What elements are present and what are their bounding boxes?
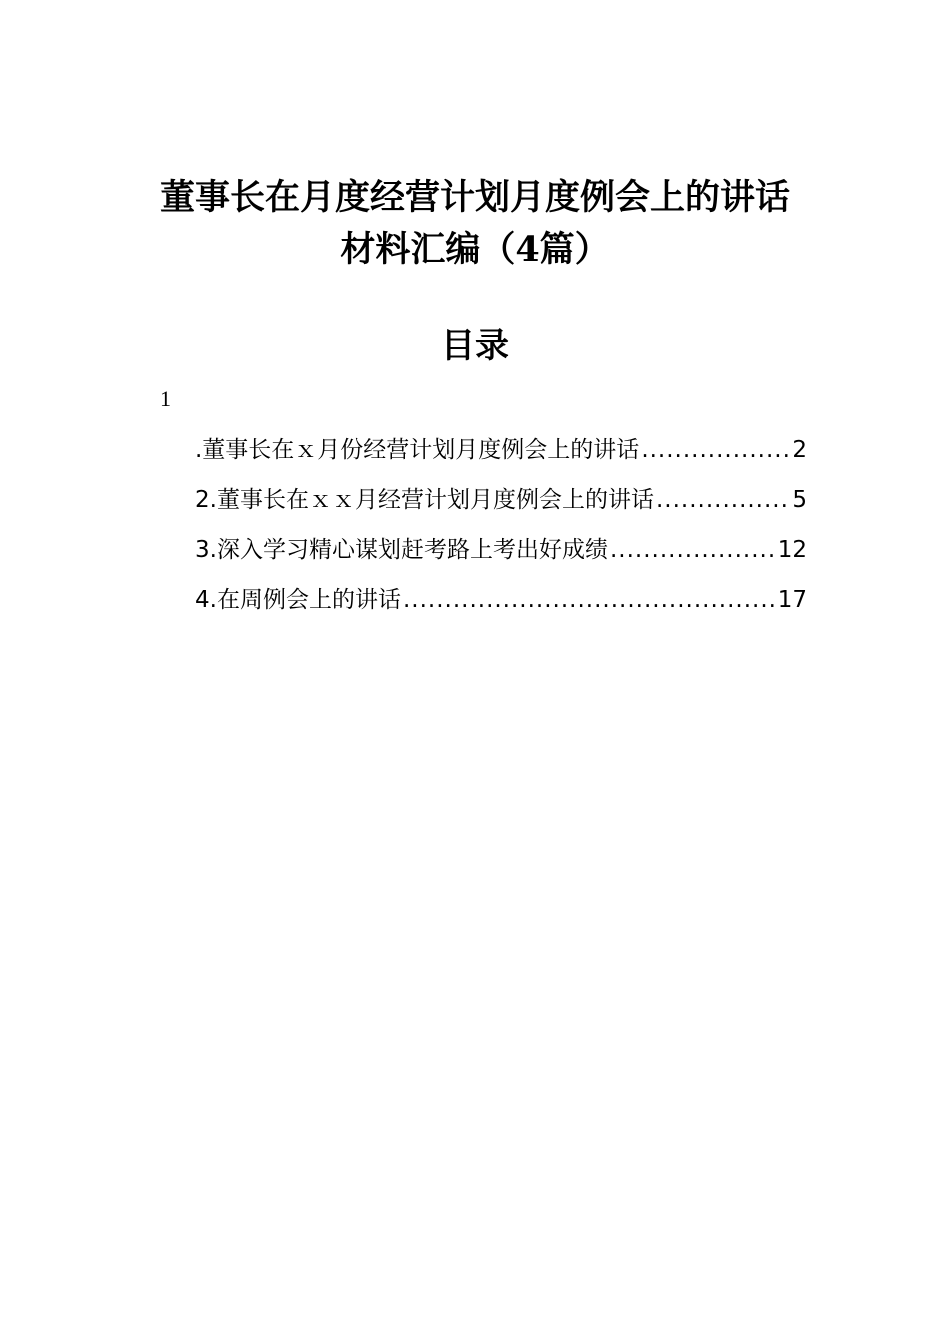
toc-entry-3[interactable] [195, 530, 807, 580]
toc-entry-title: 4.在周例会上的讲话 [195, 587, 401, 613]
toc-dot-leader [403, 580, 776, 620]
toc-entry-page: 12 [777, 537, 807, 563]
stray-page-number: 1 [160, 386, 171, 411]
toc-entry-page: 17 [777, 587, 807, 613]
toc-dot-leader [610, 530, 776, 570]
toc-entry-title: 3.深入学习精心谋划赶考路上考出好成绩 [195, 537, 608, 563]
toc-dot-leader [641, 430, 790, 470]
toc-entry-page: 5 [792, 487, 807, 513]
toc-entry-title: 2.董事长在ｘｘ月经营计划月度例会上的讲话 [195, 487, 654, 513]
toc-dot-leader [656, 480, 790, 520]
toc-entry-title: .董事长在ｘ月份经营计划月度例会上的讲话 [195, 437, 640, 463]
document-title-line-2: 材料汇编（4篇） [340, 229, 610, 270]
document-title-line-1: 董事长在月度经营计划月度例会上的讲话 [159, 177, 790, 218]
document-title [100, 172, 850, 276]
toc-entry-page: 2 [792, 437, 807, 463]
toc-entry-4[interactable] [195, 580, 807, 630]
toc-entry-2[interactable] [195, 480, 807, 530]
toc-heading: 目录 [441, 326, 509, 366]
table-of-contents [195, 430, 807, 630]
toc-entry-1[interactable] [195, 430, 807, 480]
